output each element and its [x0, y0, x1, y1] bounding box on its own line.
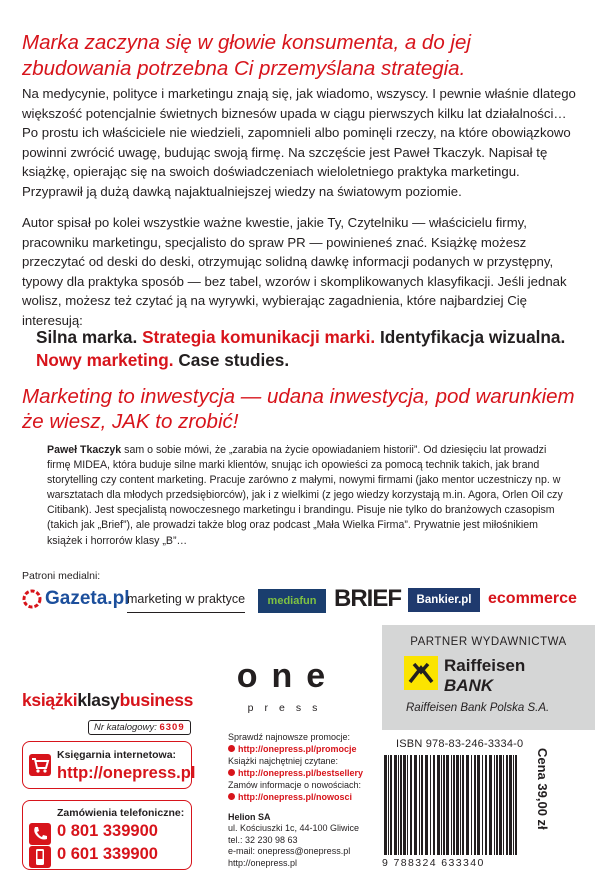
- barcode-bar: [443, 755, 445, 855]
- barcode-bar: [414, 755, 417, 855]
- raiffeisen-full-name: Raiffeisen Bank Polska S.A.: [406, 702, 550, 714]
- author-bio: [47, 443, 567, 549]
- gazeta-logo: Gazeta.pl: [22, 585, 129, 613]
- barcode-bar: [407, 755, 408, 855]
- isbn: ISBN 978-83-246-3334-0: [396, 738, 524, 750]
- feature-item: Case studies.: [178, 350, 290, 370]
- feature-list: [36, 326, 576, 372]
- feature-item: Identyfikacja wizualna.: [379, 327, 566, 347]
- barcode-bar: [474, 755, 476, 855]
- phone-orders-box: [22, 800, 192, 870]
- barcode-bar: [485, 755, 487, 855]
- barcode-bar: [441, 755, 442, 855]
- bankier-logo: Bankier.pl: [408, 588, 480, 612]
- barcode-bar: [496, 755, 498, 855]
- barcode-bar: [437, 755, 440, 855]
- patrons-label: Patroni medialni:: [22, 570, 101, 582]
- barcode-bar: [494, 755, 495, 855]
- barcode-bar: [410, 755, 412, 855]
- promo-label: Zamów informacje o nowościach:: [228, 780, 362, 791]
- raiffeisen-gable-icon: [404, 656, 438, 690]
- barcode-bar: [446, 755, 449, 855]
- barcode-bar: [466, 755, 469, 855]
- barcode-bar: [430, 755, 431, 855]
- headline: Marka zaczyna się w głowie konsumenta, a do jej zbudowania potrzebna Ci przemyślana strategia.: [22, 31, 471, 80]
- phone-icon: [29, 823, 51, 845]
- barcode-bar: [453, 755, 455, 855]
- slogan: Marketing to inwestycja — udana inwestycja, pod warunkiem że wiesz, JAK to zrobić!: [22, 385, 575, 433]
- onepress-logo: one: [236, 657, 340, 695]
- online-shop-box[interactable]: [22, 741, 196, 789]
- partner-label: PARTNER WYDAWNICTWA: [410, 636, 567, 648]
- barcode-bar: [403, 755, 406, 855]
- mediafun-logo: mediafun: [258, 589, 326, 613]
- phone-orders-label: Zamówienia telefoniczne:: [57, 807, 185, 819]
- barcode-bar: [503, 755, 504, 855]
- barcode: [382, 755, 522, 855]
- barcode-bar: [477, 755, 480, 855]
- barcode-digits: 9 788324 633340: [382, 857, 485, 869]
- barcode-bar: [400, 755, 402, 855]
- catalog-number: Nr katalogowy: 6309: [88, 720, 191, 735]
- barcode-bar: [390, 755, 392, 855]
- barcode-bar: [451, 755, 452, 855]
- barcode-bar: [433, 755, 435, 855]
- phone-number-2[interactable]: 0 601 339900: [57, 845, 158, 863]
- ecommerce-logo: ecommerce: [488, 590, 577, 607]
- cart-icon: [29, 754, 51, 776]
- bullet-icon: [228, 769, 235, 776]
- promo-link[interactable]: http://onepress.pl/promocje: [238, 744, 357, 755]
- barcode-bar: [471, 755, 472, 855]
- publisher-address: Helion SA ul. Kościuszki 1c, 44-100 Gliwice tel.: 32 230 98 63 e-mail: onepress@onepress.pl http://onepress.pl: [228, 812, 360, 868]
- barcode-bar: [489, 755, 492, 855]
- barcode-bar: [506, 755, 508, 855]
- feature-item: Strategia komunikacji marki.: [142, 327, 376, 347]
- onepress-logo-sub: press: [247, 702, 329, 714]
- promo-label: Książki najchętniej czytane:: [228, 756, 339, 767]
- description-paragraph-1: Na medycynie, polityce i marketingu znają się, jak wiadomo, wszyscy. I pewnie właśnie dlatego większość potencjalnie świetnych biznesów upada w ciągu pierwszych kilku lat działalności… Po prostu ich właściciele nie wiedzieli, zapomnieli albo pominęli rzeczy, na które obowiązkowo powinni zwrócić uwagę, budując swoją firmę. Na szczęście jest Paweł Tkaczyk. Napisał tę książkę, opierając się na swoich doświadczeniach wieloletniego praktyka marketingu. Przyprawił ją dużą dawką najaktualniejszej wiedzy na światowym poziomie.: [22, 86, 576, 199]
- promo-label: Sprawdź najnowsze promocje:: [228, 732, 351, 742]
- barcode-bar: [394, 755, 397, 855]
- shop-url[interactable]: http://onepress.pl: [57, 764, 196, 782]
- barcode-bar: [388, 755, 389, 855]
- series-logo: książkiklasybusiness: [22, 690, 194, 710]
- barcode-bar: [456, 755, 459, 855]
- feature-item: Nowy marketing.: [36, 350, 174, 370]
- raiffeisen-name: Raiffeisen: [444, 656, 526, 675]
- bullet-icon: [228, 793, 235, 800]
- barcode-bar: [509, 755, 512, 855]
- author-name: Paweł Tkaczyk: [47, 444, 122, 456]
- raiffeisen-bank-label: BANK: [444, 676, 494, 695]
- mobile-icon: [29, 846, 51, 868]
- price: Cena 39,00 zł: [535, 748, 550, 830]
- barcode-bar: [419, 755, 420, 855]
- barcode-bar: [482, 755, 483, 855]
- author-bio-text: sam o sobie mówi, że „zarabia na życie opowiadaniem historii”. Od dziesięciu lat prowadzi firmę MIDEA, która buduje silne marki klientów, snując ich opowieści za pomocą technik takich, jak brand storytelling czy content marketing. Pracuje zarówno z małymi, nowymi firmami (jako mentor uczestniczy np. w warsztatach dla młodych przedsiębiorców), jak i z wielkimi (z jego wiedzy korzystają m.in. Agora, Orlen Oil czy Citibank). Jest specjalistą nowoczesnego marketingu i brandingu. Pisuje nie tylko do branżowych czasopism (takich jak „Brief”), ale prowadzi także blog oraz podcast „Mała Wielka Firma”. Prywatnie jest miłośnikiem książek i horrorów klasy „B”…: [47, 444, 563, 547]
- barcode-bar: [421, 755, 423, 855]
- feature-item: Silna marka.: [36, 327, 138, 347]
- marketing-w-praktyce-logo: marketing w praktyce: [127, 585, 245, 613]
- shop-label: Księgarnia internetowa:: [57, 749, 177, 761]
- bestsellers-link[interactable]: http://onepress.pl/bestsellery: [238, 768, 364, 779]
- barcode-bar: [499, 755, 502, 855]
- barcode-bar: [425, 755, 428, 855]
- barcode-bar: [513, 755, 514, 855]
- barcode-bar: [462, 755, 464, 855]
- gazeta-icon: [22, 589, 42, 609]
- news-link[interactable]: http://onepress.pl/nowosci: [238, 792, 353, 803]
- promo-links: [228, 731, 388, 804]
- barcode-bar: [398, 755, 399, 855]
- description-paragraph-2: Autor spisał po kolei wszystkie ważne kwestie, jakie Ty, Czytelniku — właścicielu firmy, pracowniku marketingu, specjalisto do spraw PR — powinieneś znać. Książkę możesz przeczytać od deski do deski, otrzymując solidną dawkę informacji podanych w przystępny, typowy dla praktyka sposób — bez tabel, wzorów i skomplikowanych klasyfikacji. Jeśli jednak wolisz, możesz też czytać ją na wyrywki, wybierając zagadnienia, które najbardziej Cię interesują:: [22, 215, 567, 328]
- barcode-bar: [515, 755, 517, 855]
- phone-number-1[interactable]: 0 801 339900: [57, 822, 158, 840]
- bullet-icon: [228, 745, 235, 752]
- barcode-bar: [384, 755, 387, 855]
- barcode-bar: [460, 755, 461, 855]
- brief-logo: BRIEF: [334, 585, 401, 612]
